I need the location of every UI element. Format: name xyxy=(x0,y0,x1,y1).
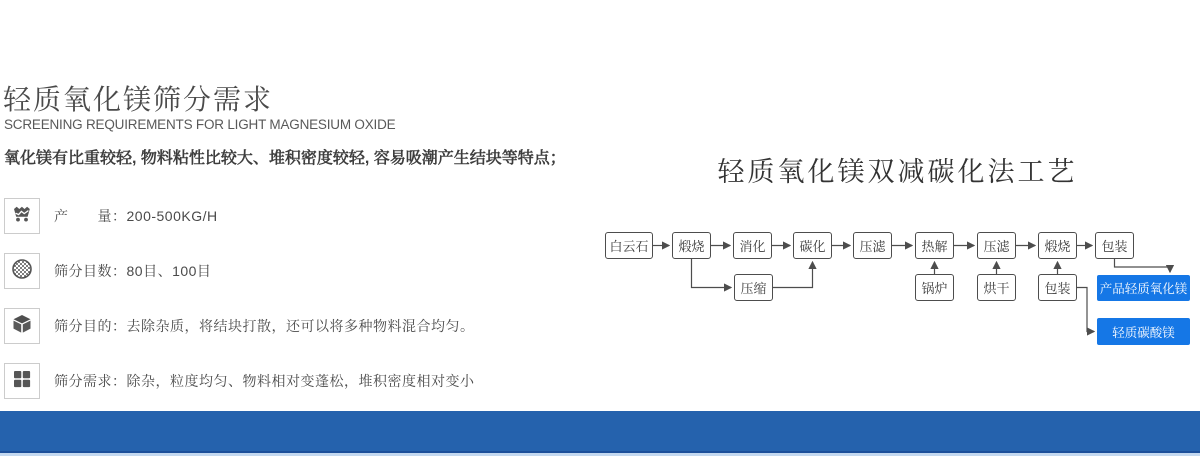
flow-node-press-filter-2: 压滤 xyxy=(977,232,1016,259)
flow-node-carbonation: 碳化 xyxy=(793,232,832,259)
footer-bar xyxy=(0,411,1200,451)
spec-item-purpose xyxy=(4,307,475,345)
flow-node-dolomite: 白云石 xyxy=(605,232,653,259)
spec-label: 筛分需求： xyxy=(54,373,127,389)
spec-label: 产 量： xyxy=(54,208,127,224)
flow-product-light-magnesium-carbonate: 轻质碳酸镁 xyxy=(1097,318,1190,345)
spec-text xyxy=(54,316,475,336)
flow-product-light-magnesium-oxide: 产品轻质氧化镁 xyxy=(1097,275,1190,301)
spec-text xyxy=(54,206,218,226)
flow-node-calcine-1: 煅烧 xyxy=(672,232,711,259)
intro-text: 氧化镁有比重较轻, 物料粘性比较大、堆积密度较轻, 容易吸潮产生结块等特点； xyxy=(4,150,566,167)
grid-icon xyxy=(10,367,34,396)
flow-node-digestion: 消化 xyxy=(733,232,772,259)
page-subtitle: SCREENING REQUIREMENTS FOR LIGHT MAGNESIUM OXIDE xyxy=(4,117,396,132)
mine-cart-icon xyxy=(10,202,34,231)
process-title: 轻质氧化镁双减碳化法工艺 xyxy=(717,157,1078,187)
icon-box xyxy=(4,253,40,289)
process-flowchart xyxy=(595,220,1200,360)
icon-box xyxy=(4,363,40,399)
spec-text xyxy=(54,261,211,281)
flow-node-boiler: 锅炉 xyxy=(915,274,954,301)
spec-value: 200-500KG/H xyxy=(126,208,218,224)
flow-node-press-filter-1: 压滤 xyxy=(853,232,892,259)
spec-item-mesh xyxy=(4,252,211,290)
flow-node-compression: 压缩 xyxy=(734,274,773,301)
spec-label: 筛分目数： xyxy=(54,263,127,279)
flow-node-drying: 烘干 xyxy=(977,274,1016,301)
flow-node-pyrolysis: 热解 xyxy=(915,232,954,259)
icon-box xyxy=(4,308,40,344)
spec-text xyxy=(54,371,475,391)
spec-value: 80目、100目 xyxy=(126,263,212,279)
cube-icon xyxy=(10,312,34,341)
page-title: 轻质氧化镁筛分需求 xyxy=(3,84,274,115)
spec-value: 除杂，粒度均匀、物料相对变蓬松，堆积密度相对变小 xyxy=(126,373,475,389)
icon-box xyxy=(4,198,40,234)
flow-node-calcine-2: 煅烧 xyxy=(1038,232,1077,259)
flow-node-packing-2: 包装 xyxy=(1038,274,1077,301)
footer-divider-pale xyxy=(0,453,1200,456)
spec-item-requirement xyxy=(4,362,475,400)
flow-node-packing-1: 包装 xyxy=(1095,232,1134,259)
spec-label: 筛分目的： xyxy=(54,318,127,334)
spec-item-capacity xyxy=(4,197,218,235)
sieve-mesh-icon xyxy=(10,257,34,286)
spec-value: 去除杂质，将结块打散，还可以将多种物料混合均匀。 xyxy=(126,318,475,334)
